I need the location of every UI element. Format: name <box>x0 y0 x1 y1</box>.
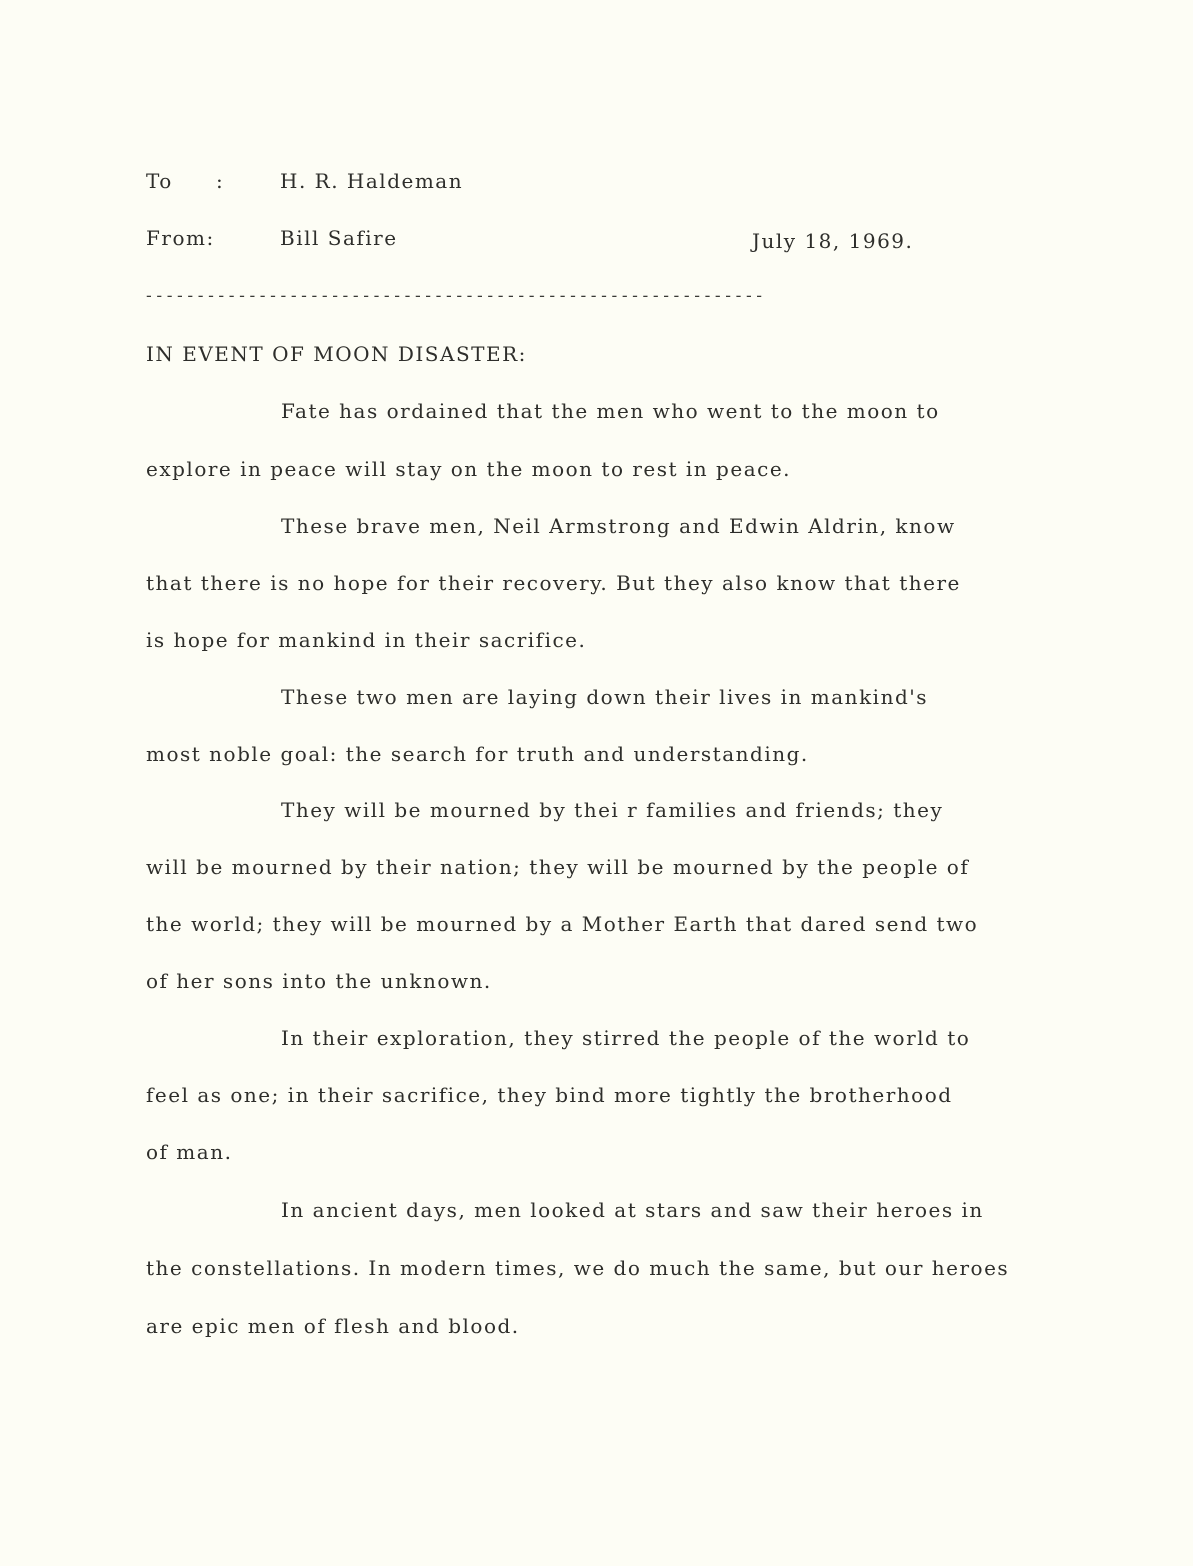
header-separator: ------------------------------------------------------------ <box>146 286 767 306</box>
body-line: will be mourned by their nation; they will be mourned by the people of <box>146 855 970 879</box>
body-line: Fate has ordained that the men who went to the moon to <box>281 399 940 423</box>
body-line: These two men are laying down their lives in mankind's <box>281 685 929 709</box>
body-line: They will be mourned by thei r families and friends; they <box>281 798 944 822</box>
body-line: These brave men, Neil Armstrong and Edwin Aldrin, know <box>281 514 956 538</box>
memo-heading: IN EVENT OF MOON DISASTER: <box>146 342 527 366</box>
body-line: the constellations. In modern times, we do much the same, but our heroes <box>146 1256 1010 1280</box>
to-label: To <box>146 169 173 193</box>
body-line: explore in peace will stay on the moon to rest in peace. <box>146 457 792 481</box>
memo-date: July 18, 1969. <box>752 229 914 253</box>
body-line: most noble goal: the search for truth and understanding. <box>146 742 809 766</box>
body-line: of her sons into the unknown. <box>146 969 492 993</box>
body-line: that there is no hope for their recovery. But they also know that there <box>146 571 961 595</box>
body-line: the world; they will be mourned by a Mother Earth that dared send two <box>146 912 979 936</box>
to-colon: : <box>216 169 225 193</box>
to-recipient: H. R. Haldeman <box>280 169 464 193</box>
body-line: of man. <box>146 1140 233 1164</box>
body-line: are epic men of flesh and blood. <box>146 1314 520 1338</box>
from-label: From: <box>146 226 215 250</box>
body-line: In their exploration, they stirred the people of the world to <box>281 1026 971 1050</box>
from-sender: Bill Safire <box>280 226 398 250</box>
body-line: In ancient days, men looked at stars and saw their heroes in <box>281 1198 984 1222</box>
body-line: is hope for mankind in their sacrifice. <box>146 628 587 652</box>
body-line: feel as one; in their sacrifice, they bind more tightly the brotherhood <box>146 1083 953 1107</box>
